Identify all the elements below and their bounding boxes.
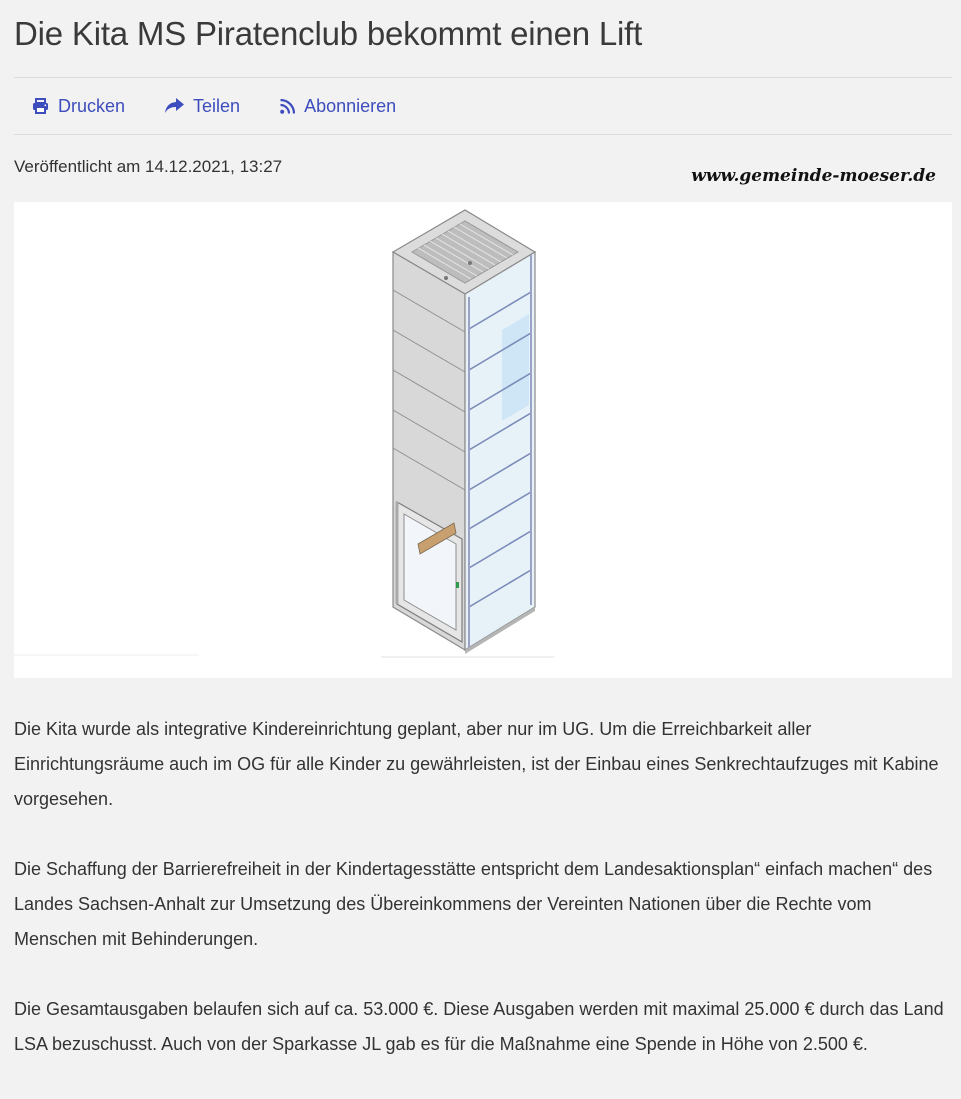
print-button[interactable] <box>32 96 125 117</box>
article-page <box>14 0 952 1054</box>
subscribe-button[interactable] <box>280 96 396 117</box>
paragraph-3: Die Gesamtausgaben belaufen sich auf ca. 53.000 €. Diese Ausgaben werden mit maximal 25.000 € durch das Land LSA bezuschusst. Auch von der Sparkasse JL gab es für die Maßnahme eine Spende in Höhe von 2.500 €. <box>14 999 944 1054</box>
article-toolbar <box>14 77 952 135</box>
watermark: www.gemeinde-moeser.de <box>691 166 936 186</box>
printer-icon <box>32 98 49 114</box>
share-label: Teilen <box>193 95 241 116</box>
paragraph-2: Die Schaffung der Barrierefreiheit in der Kindertagesstätte entspricht dem Landesaktionsplan“ einfach machen“ des Landes Sachsen-Anhalt zur Umsetzung des Übereinkommens der Vereinten Nationen über die Rechte vom Menschen mit Behinderungen. <box>14 859 933 949</box>
paragraph-1: Die Kita wurde als integrative Kindereinrichtung geplant, aber nur im UG. Um die Erreichbarkeit aller Einrichtungsräume auch im OG für alle Kinder zu gewährleisten, ist der Einbau eines Senkrechtaufzuges mit Kabine vorgesehen. <box>14 719 939 809</box>
rss-icon <box>280 99 295 114</box>
article-body <box>14 712 944 1097</box>
subscribe-label: Abonnieren <box>304 95 397 116</box>
published-date: Veröffentlicht am 14.12.2021, 13:27 <box>14 157 283 176</box>
elevator-illustration <box>14 202 952 678</box>
page-title: Die Kita MS Piratenclub bekommt einen Lift <box>14 15 643 52</box>
share-arrow-icon <box>165 98 184 114</box>
article-image[interactable] <box>14 202 952 678</box>
print-label: Drucken <box>58 95 126 116</box>
share-button[interactable] <box>165 96 240 117</box>
